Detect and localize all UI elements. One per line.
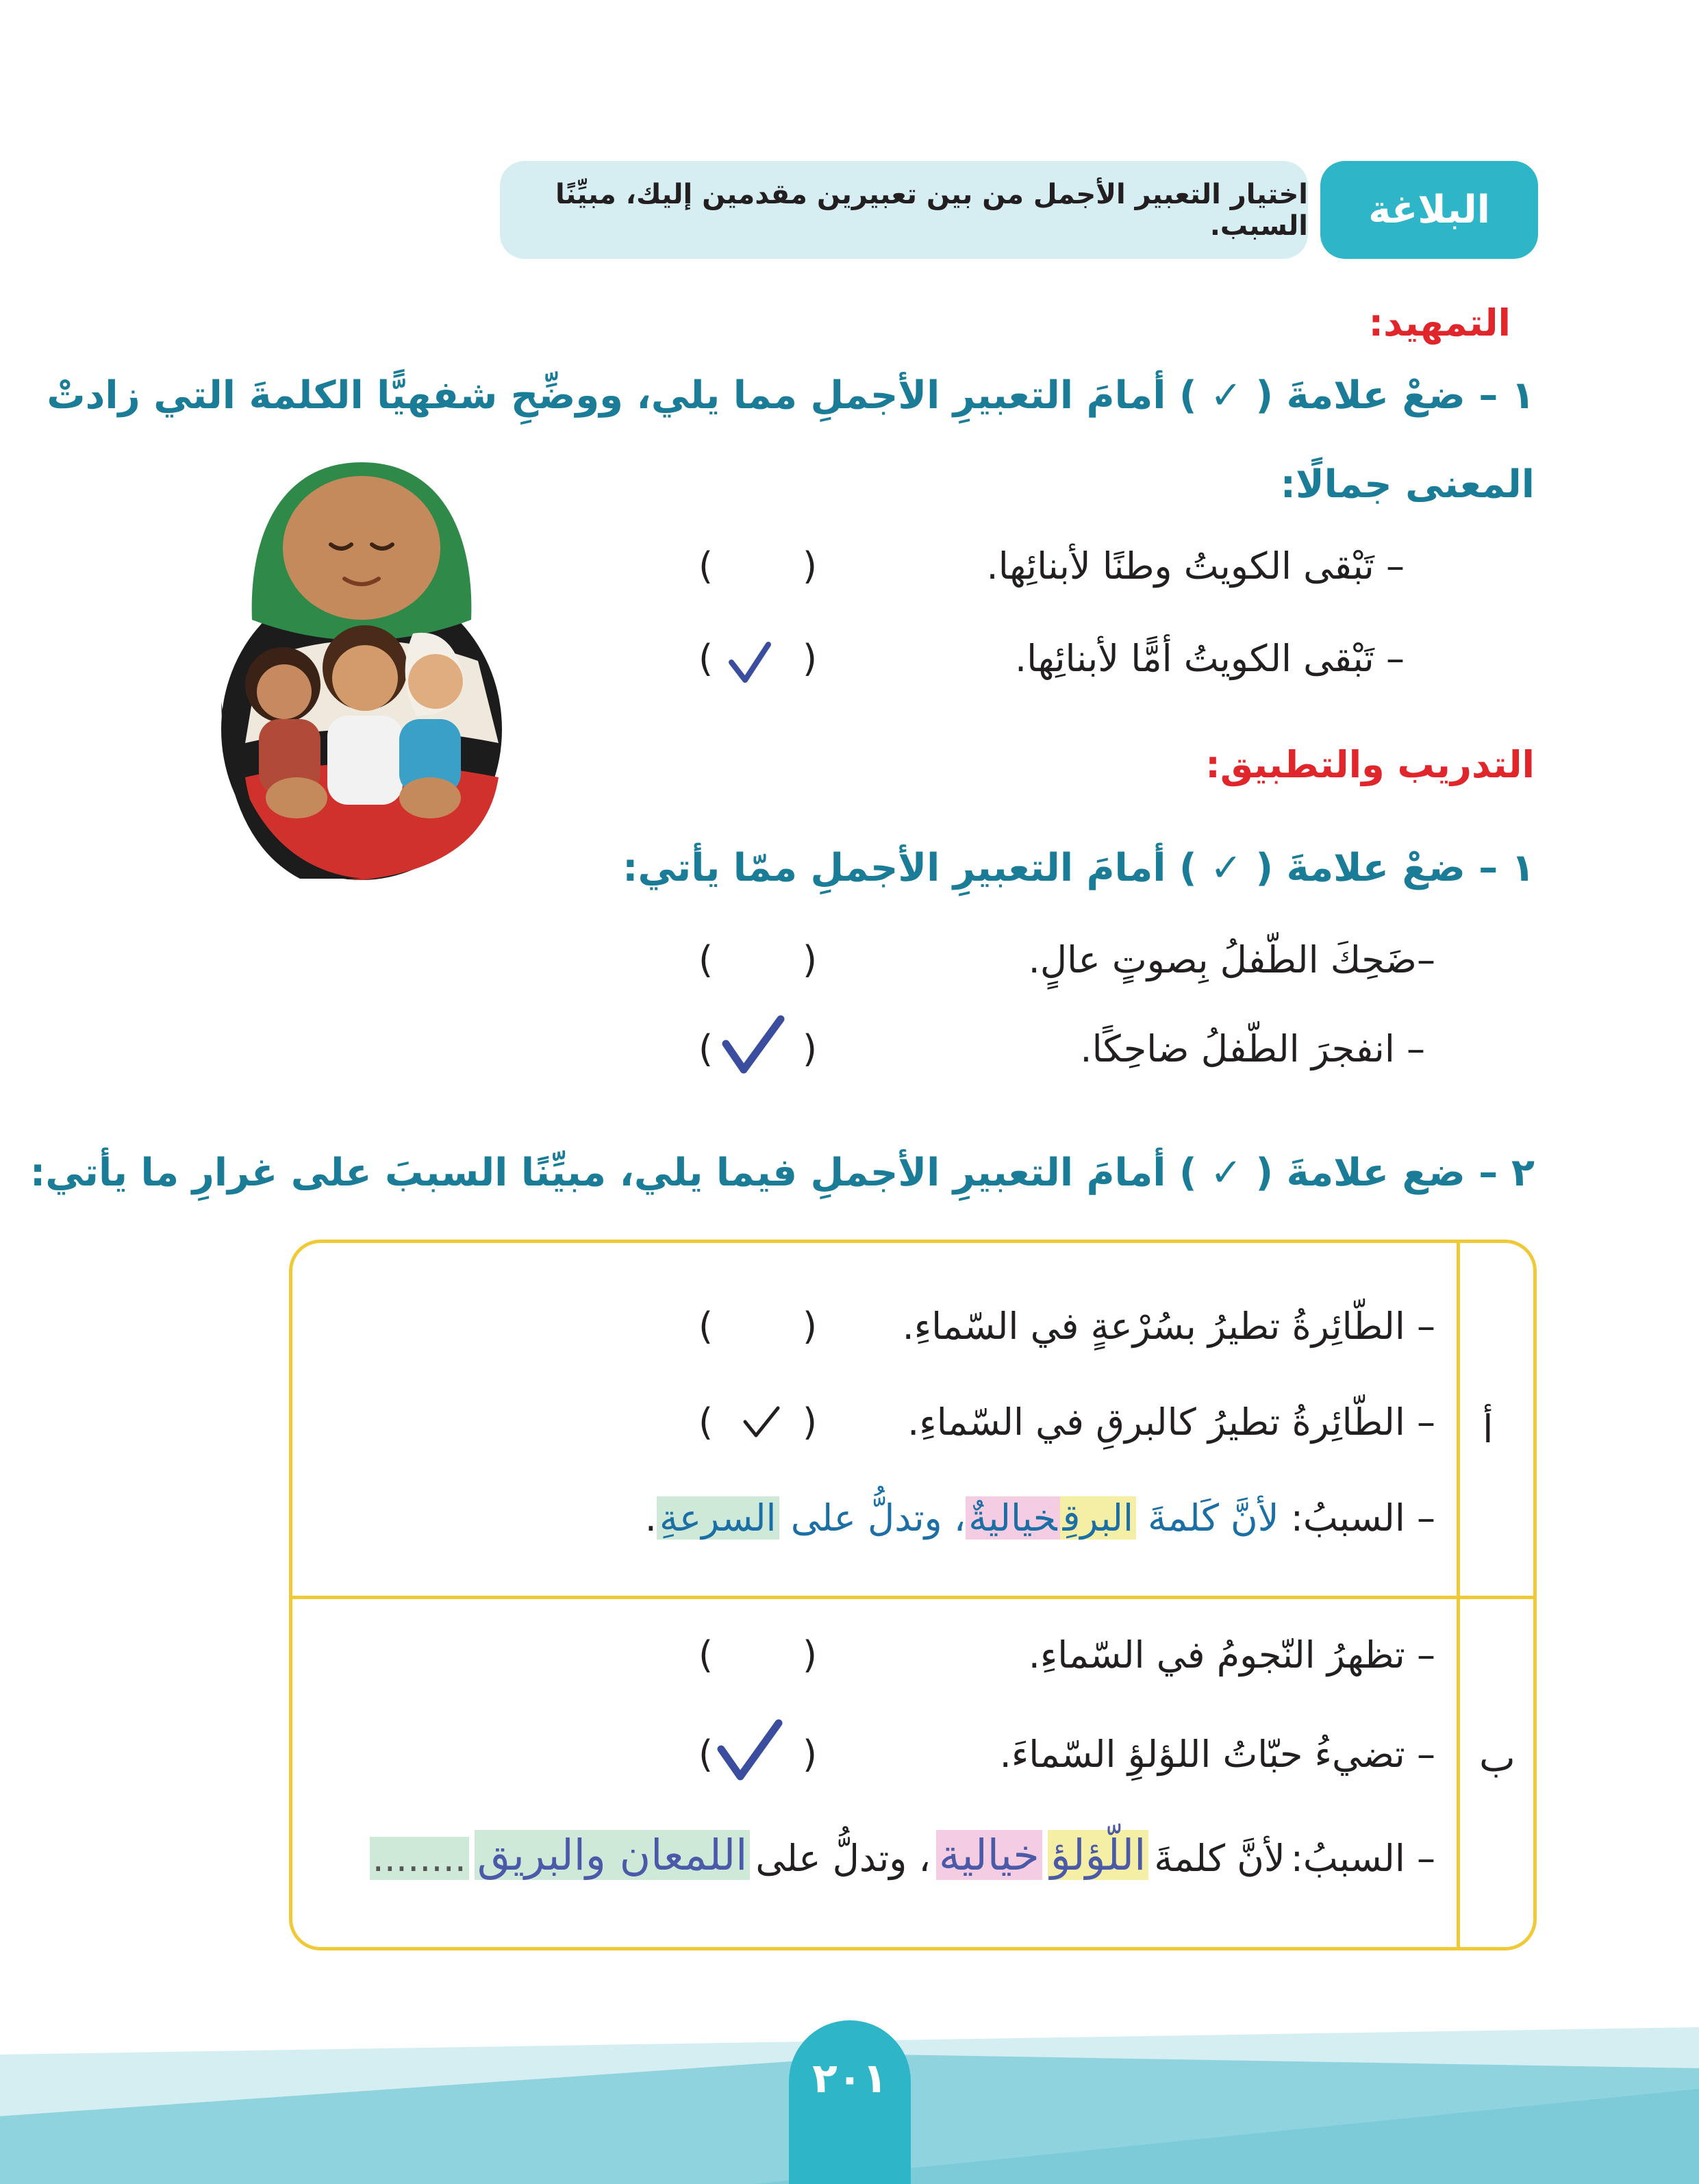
reason-word-handwritten: اللّؤلؤ — [1048, 1830, 1149, 1880]
intro-item-2: – تَبْقى الكويتُ أمًّا لأبنائِها. — [1014, 637, 1405, 680]
paren-close: ) — [699, 1733, 714, 1776]
table-row-divider — [292, 1596, 1533, 1599]
paren-close: ) — [699, 1401, 714, 1444]
intro-item-1: – تَبْقى الكويتُ وطنًا لأبنائِها. — [986, 544, 1405, 588]
reason-part-2: ، وتدلُّ على — [790, 1496, 966, 1540]
intro-question-line1: ١ – ضعْ علامةَ ( ✓ ) أمامَ التعبيرِ الأجملِ مما يلي، ووضِّحِ شفهيًّا الكلمةَ التي زادتْ — [47, 373, 1535, 418]
paren-close: ) — [699, 637, 714, 680]
check-mark-icon — [720, 1015, 785, 1077]
paren-close: ) — [699, 1633, 714, 1677]
page-number: ٢٠١ — [789, 2020, 911, 2184]
paren-open: ( — [803, 637, 818, 680]
paren-close: ) — [699, 938, 714, 981]
practice-q1: ١ – ضعْ علامةَ ( ✓ ) أمامَ التعبيرِ الأجملِ ممّا يأتي: — [622, 846, 1535, 890]
practice-title: التدريب والتطبيق: — [1205, 743, 1535, 786]
reason-part-1: لأنَّ كلمةَ — [1154, 1837, 1285, 1880]
reason-target-handwritten: اللمعان والبريق — [475, 1830, 750, 1880]
table-column-divider — [1457, 1243, 1460, 1947]
reason-adjective: خياليةٌ — [966, 1496, 1059, 1540]
practice-q2: ٢ – ضع علامةَ ( ✓ ) أمامَ التعبيرِ الأجملِ فيما يلي، مبيِّنًا السببَ على غرارِ ما يأتي: — [29, 1151, 1535, 1195]
reason-part-2: ، وتدلُّ على — [755, 1837, 931, 1880]
paren-close: ) — [699, 1305, 714, 1348]
lesson-objective: اختيار التعبير الأجمل من بين تعبيرين مقدمين إليك، مبيِّنًا السبب. — [500, 161, 1308, 259]
row-letter-a: أ — [1483, 1407, 1494, 1452]
practice-q1-item-1: –ضَحِكَ الطّفلُ بِصوتٍ عالٍ. — [1028, 938, 1435, 981]
row-a-reason — [645, 1496, 1435, 1540]
paren-close: ) — [699, 544, 714, 588]
row-a-item-2: – الطّائِرةُ تطيرُ كالبرقِ في السّماءِ. — [907, 1401, 1435, 1444]
reason-target: السرعةِ — [657, 1496, 779, 1540]
reason-end: . — [644, 1496, 657, 1540]
paren-open: ( — [803, 1027, 818, 1070]
reason-label: – السببُ: — [1290, 1837, 1435, 1880]
practice-q1-item-2: – انفجرَ الطّفلُ ضاحِكًا. — [1080, 1027, 1425, 1070]
intro-question-line2: المعنى جمالًا: — [1280, 462, 1535, 507]
check-mark-icon — [741, 1404, 782, 1442]
reason-adjective-handwritten: خيالية — [936, 1830, 1042, 1880]
family-doll-illustration — [218, 455, 505, 880]
paren-open: ( — [803, 938, 818, 981]
intro-title: التمهيد: — [1368, 301, 1511, 344]
check-mark-icon — [726, 640, 774, 688]
paren-open: ( — [803, 1633, 818, 1677]
section-tab: البلاغة — [1320, 161, 1538, 259]
paren-open: ( — [803, 1305, 818, 1348]
paren-open: ( — [803, 544, 818, 588]
row-a-item-1: – الطّائِرةُ تطيرُ بسُرْعةٍ في السّماءِ. — [902, 1305, 1435, 1348]
reason-part-1: لأنَّ كَلمةَ — [1148, 1496, 1279, 1540]
paren-open: ( — [803, 1733, 818, 1776]
row-b-item-2: – تضيءُ حبّاتُ اللؤلؤِ السّماءَ. — [999, 1733, 1435, 1776]
reason-label: – السببُ: — [1290, 1496, 1435, 1540]
reason-dots: ........ — [370, 1837, 469, 1880]
paren-close: ) — [699, 1027, 714, 1070]
row-letter-b: ب — [1479, 1736, 1515, 1781]
check-mark-icon — [716, 1719, 784, 1784]
paren-open: ( — [803, 1401, 818, 1444]
reason-word: البرقِ — [1060, 1496, 1136, 1540]
row-b-item-1: – تظهرُ النّجومُ في السّماءِ. — [1028, 1633, 1435, 1677]
row-b-reason — [370, 1830, 1435, 1880]
